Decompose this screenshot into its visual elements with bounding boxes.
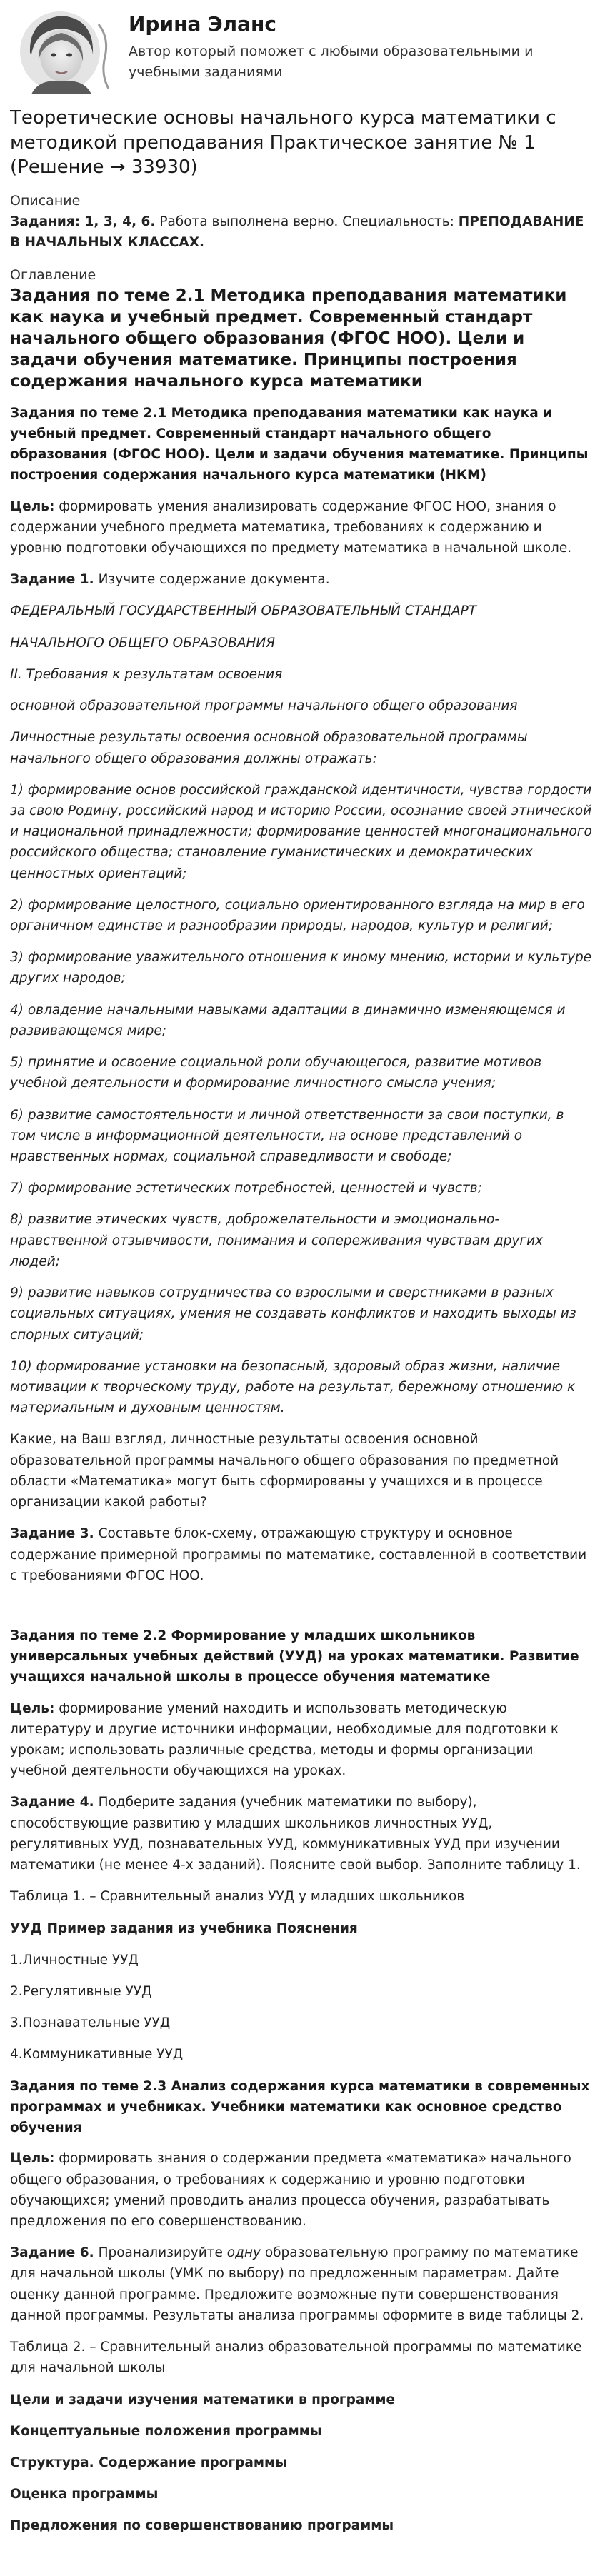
task1: Задание 1. Изучите содержание документа. bbox=[10, 572, 330, 588]
table1-row: 4.Коммуникативные УУД bbox=[10, 2047, 184, 2063]
doc-line: Личностные результаты освоения основной образовательной программы начального общего образования должны отражать: bbox=[10, 730, 528, 766]
table2-row: Концептуальные положения программы bbox=[10, 2423, 322, 2439]
doc-line: 9) развитие навыков сотрудничества со взрослыми и сверстниками в разных социальных ситуациях, умения не создавать конфликтов и находить выходы из спорных ситуаций; bbox=[10, 1286, 576, 1343]
doc-line: 7) формирование эстетических потребностей, ценностей и чувств; bbox=[10, 1181, 482, 1196]
doc-line: 3) формирование уважительного отношения к иному мнению, истории и культуре других народов; bbox=[10, 950, 592, 986]
doc-line: НАЧАЛЬНОГО ОБЩЕГО ОБРАЗОВАНИЯ bbox=[10, 635, 276, 651]
doc-line: 10) формирование установки на безопасный, здоровый образ жизни, наличие мотивации к творческому труду, работе на результат, бережному отношению к материальным и духовным ценностям. bbox=[10, 1358, 576, 1416]
topic2-heading: Задания по теме 2.2 Формирование у младших школьников универсальных учебных действий (УУД) на уроках математики. Развитие учащихся начальной школы в процессе обучения математике bbox=[10, 1628, 579, 1685]
topic3-goal: Цель: формировать знания о содержании предмета «математика» начального общего образования, о требованиях к содержанию и уровню подготовки обучающихся; умений проводить анализ процесса обучения, разрабатывать предложения по его совершенствованию. bbox=[10, 2151, 571, 2229]
topic1-goal: Цель: формировать умения анализировать содержание ФГОС НОО, знания о содержании учебного предмета математика, требованиях к содержанию и уровню подготовки обучающихся по предмету математика в начальной школе. bbox=[10, 498, 572, 556]
specialty-text: ПРЕПОДАВАНИЕ В НАЧАЛЬНЫХ КЛАССАХ. bbox=[10, 214, 584, 250]
table2-caption: Таблица 2. – Сравнительный анализ образовательной программы по математике для начальной школы bbox=[10, 2340, 582, 2376]
doc-line: ФЕДЕРАЛЬНЫЙ ГОСУДАРСТВЕННЫЙ ОБРАЗОВАТЕЛЬНЫЙ СТАНДАРТ bbox=[10, 603, 477, 619]
description-label: Описание bbox=[10, 192, 81, 209]
table2-row: Цели и задачи изучения математики в программе bbox=[10, 2392, 396, 2407]
author-info bbox=[129, 10, 592, 82]
goal-label: Цель: bbox=[10, 2151, 55, 2167]
tasks-label: Задания: 1, 3, 4, 6. bbox=[10, 214, 156, 229]
task6-label: Задание 6. bbox=[10, 2245, 94, 2261]
author-avatar[interactable] bbox=[10, 10, 116, 94]
table2-row: Структура. Содержание программы bbox=[10, 2455, 287, 2470]
doc-line: 6) развитие самостоятельности и личной ответственности за свои поступки, в том числе в информационной деятельности, на основе представлений о нравственных нормах, социальной справедливости и свободе; bbox=[10, 1107, 564, 1164]
author-name[interactable]: Ирина Эланс bbox=[129, 12, 276, 36]
table1-row: 1.Личностные УУД bbox=[10, 1952, 139, 1968]
doc-line: 4) овладение начальными навыками адаптации в динамично изменяющемся и развивающемся мире; bbox=[10, 1002, 566, 1038]
task4: Задание 4. Подберите задания (учебник математики по выбору), способствующие развитию у младших школьников личностных УУД, регулятивных УУД, познавательных УУД, коммуникативных УУД при изучении математики (не менее 4-х заданий). Поясните свой выбор. Заполните таблицу 1. bbox=[10, 1795, 581, 1873]
toc-heading: Задания по теме 2.1 Методика преподавания математики как наука и учебный предмет. Современный стандарт начального общего образования (ФГОС НОО). Цели и задачи обучения математике. Принципы построения содержания начального курса математики bbox=[10, 286, 567, 391]
goal-label: Цель: bbox=[10, 498, 55, 514]
doc-line: 5) принятие и освоение социальной роли обучающегося, развитие мотивов учебной деятельности и формирование личностного смысла учения; bbox=[10, 1055, 542, 1091]
task3: Задание 3. Составьте блок-схему, отражающую структуру и основное содержание примерной программы по математике, составленной в соответствии с требованиями ФГОС НОО. bbox=[10, 1526, 587, 1583]
status-text: Работа выполнена верно. Специальность: bbox=[155, 214, 459, 229]
spacer bbox=[10, 1597, 592, 1625]
doc-line: основной образовательной программы начального общего образования bbox=[10, 698, 518, 714]
description-text bbox=[10, 211, 592, 253]
doc-line: 8) развитие этических чувств, доброжелательности и эмоционально-нравственной отзывчивости, понимания и сопереживания чувствам других людей; bbox=[10, 1212, 544, 1269]
task3-label: Задание 3. bbox=[10, 1526, 94, 1542]
task6: Задание 6. Проанализируйте одну образовательную программу по математике для начальной школы (УМК по выбору) по предложенным параметрам. Дайте оценку данной программе. Предложите возможные пути совершенствования данной программы. Результаты анализа программы оформите в виде таблицы 2. bbox=[10, 2245, 584, 2323]
topic1-heading: Задания по теме 2.1 Методика преподавания математики как наука и учебный предмет. Современный стандарт начального общего образования (ФГОС НОО). Цели и задачи обучения математике. Принципы построения содержания начального курса математики (НКМ) bbox=[10, 405, 589, 483]
task4-label: Задание 4. bbox=[10, 1795, 94, 1810]
table1-header: УУД Пример задания из учебника Пояснения bbox=[10, 1920, 358, 1936]
table1-row: 3.Познавательные УУД bbox=[10, 2015, 171, 2031]
table1-caption: Таблица 1. – Сравнительный анализ УУД у младших школьников bbox=[10, 1889, 465, 1905]
author-description: Автор который поможет с любыми образовательными и учебными заданиями bbox=[129, 44, 534, 80]
doc-line: II. Требования к результатам освоения bbox=[10, 666, 283, 682]
toc-label: Оглавление bbox=[10, 267, 96, 284]
task1-label: Задание 1. bbox=[10, 572, 94, 588]
doc-line: 1) формирование основ российской гражданской идентичности, чувства гордости за свою Родину, российский народ и историю России, осознание своей этнической и национальной принадлежности; формирование ценностей многонационального российского общества; становление гуманистических и демократических ценностных ориентаций; bbox=[10, 782, 592, 881]
topic2-goal: Цель: формирование умений находить и использовать методическую литературу и другие источники информации, необходимые для подготовки к урокам; использовать различные средства, методы и формы организации учебной деятельности обучающихся на уроках. bbox=[10, 1700, 559, 1779]
question-text: Какие, на Ваш взгляд, личностные результаты освоения основной образовательной программы начального общего образования по предметной области «Математика» могут быть сформированы у учащихся и в процессе организации какой работы? bbox=[10, 1432, 559, 1510]
doc-line: 2) формирование целостного, социально ориентированного взгляда на мир в его органичном единстве и разнообразии природы, народов, культур и религий; bbox=[10, 897, 585, 934]
author-block bbox=[10, 10, 592, 94]
goal-label: Цель: bbox=[10, 1700, 55, 1716]
table2-row: Предложения по совершенствованию программы bbox=[10, 2518, 394, 2534]
page-title: Теоретические основы начального курса математики с методикой преподавания Практическое занятие № 1 (Решение → 33930) bbox=[10, 107, 556, 179]
topic3-heading: Задания по теме 2.3 Анализ содержания курса математики в современных программах и учебниках. Учебники математики как основное средство обучения bbox=[10, 2078, 590, 2136]
table1-row: 2.Регулятивные УУД bbox=[10, 1984, 152, 1999]
table2-row: Оценка программы bbox=[10, 2487, 159, 2502]
